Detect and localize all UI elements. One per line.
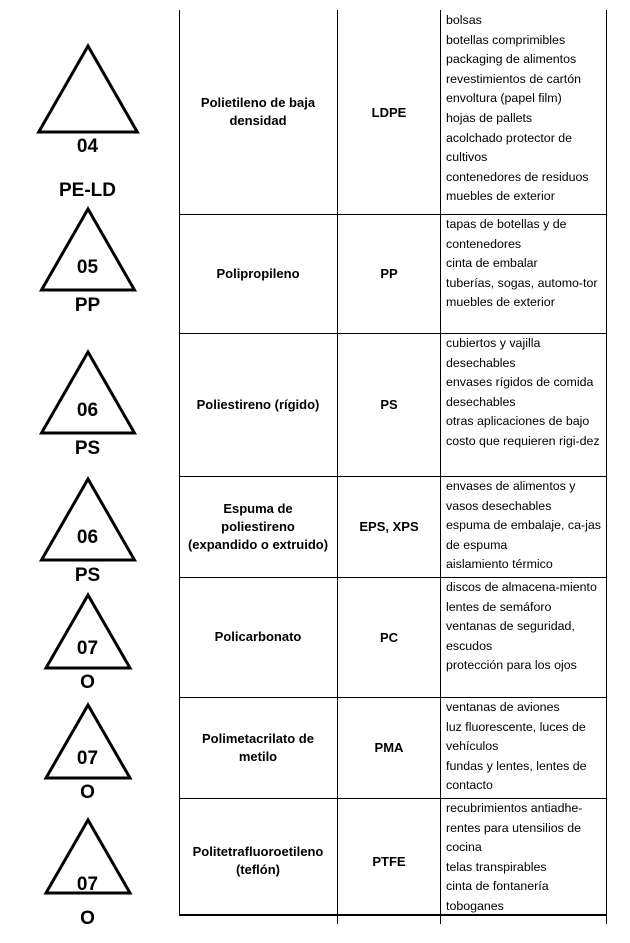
plastic-name-cell bbox=[179, 333, 337, 476]
row-divider bbox=[179, 476, 607, 477]
triangle-icon bbox=[0, 350, 175, 437]
uses-cell bbox=[440, 214, 607, 333]
table-row bbox=[179, 333, 607, 476]
table-bottom-border bbox=[179, 914, 607, 916]
triangle-icon bbox=[0, 477, 175, 564]
use-item: discos de almacena-miento bbox=[446, 580, 597, 594]
resin-label: PP bbox=[74, 295, 101, 316]
plastic-abbreviation-cell bbox=[337, 697, 440, 798]
use-item: luz fluorescente, luces de vehículos bbox=[446, 719, 586, 754]
uses-cell bbox=[440, 697, 607, 798]
uses-cell bbox=[440, 476, 607, 577]
use-item: envases rígidos de comida desechables bbox=[446, 375, 594, 409]
plastic-abbreviation: EPS, XPS bbox=[359, 519, 419, 534]
resin-code: 06 bbox=[76, 400, 99, 421]
use-item: packaging de alimentos bbox=[446, 52, 577, 67]
plastic-name-cell bbox=[179, 798, 337, 924]
resin-label: PS bbox=[74, 438, 101, 459]
use-item: cinta de fontanería bbox=[446, 879, 549, 894]
use-item: tapas de botellas y de contenedores bbox=[446, 217, 567, 251]
table-row bbox=[179, 697, 607, 798]
triangle-icon bbox=[0, 703, 175, 782]
resin-code: 07 bbox=[76, 874, 99, 895]
use-item: cubiertos y vajilla desechables bbox=[446, 336, 541, 370]
table-row bbox=[179, 577, 607, 697]
row-divider bbox=[179, 697, 607, 698]
uses-cell bbox=[440, 577, 607, 697]
resin-label: PE-LD bbox=[59, 180, 116, 201]
triangle-icon bbox=[0, 207, 175, 294]
use-item: recubrimientos antiadhe-rentes para utensilios de cocina bbox=[446, 801, 583, 855]
plastic-abbreviation: PMA bbox=[374, 740, 404, 755]
uses-cell bbox=[440, 333, 607, 476]
uses-cell bbox=[440, 798, 607, 924]
plastic-name-cell bbox=[179, 697, 337, 798]
resin-label: PS bbox=[74, 565, 101, 586]
use-item: otras aplicaciones de bajo costo que requieren rigi-dez bbox=[446, 414, 600, 448]
use-item: acolchado protector de cultivos bbox=[446, 130, 573, 165]
plastic-name: Polipropileno bbox=[216, 265, 300, 281]
plastic-abbreviation-cell bbox=[337, 798, 440, 924]
plastic-name-cell bbox=[179, 214, 337, 333]
plastic-abbreviation-cell bbox=[337, 214, 440, 333]
plastic-abbreviation: PTFE bbox=[372, 853, 406, 869]
use-item: lentes de semáforo bbox=[446, 599, 552, 614]
resin-code: 06 bbox=[76, 527, 99, 548]
table-row bbox=[179, 798, 607, 924]
plastic-abbreviation-cell bbox=[337, 333, 440, 476]
use-item: aislamiento térmico bbox=[446, 557, 553, 572]
use-item: hojas de pallets bbox=[446, 110, 533, 125]
table-row bbox=[179, 10, 607, 214]
resin-label: O bbox=[80, 908, 95, 929]
plastic-abbreviation: PS bbox=[380, 397, 398, 412]
plastic-name-cell bbox=[179, 10, 337, 214]
uses-cell bbox=[440, 10, 607, 214]
resin-code: 05 bbox=[76, 257, 99, 278]
triangle-icon bbox=[0, 593, 175, 672]
table-row bbox=[179, 214, 607, 333]
use-item: ventanas de seguridad, escudos bbox=[446, 619, 575, 653]
use-item: telas transpirables bbox=[446, 859, 547, 874]
plastic-name: Espuma de poliestireno (expandido o extruido) bbox=[187, 500, 329, 552]
use-item: toboganes bbox=[446, 898, 504, 913]
row-divider bbox=[179, 798, 607, 799]
use-item: envoltura (papel film) bbox=[446, 91, 562, 106]
use-item: tuberías, sogas, automo-tor bbox=[446, 275, 598, 290]
plastic-name: Poliestireno (rígido) bbox=[196, 396, 320, 412]
row-divider bbox=[179, 333, 607, 334]
use-item: fundas y lentes, lentes de contacto bbox=[446, 758, 587, 793]
plastic-name: Policarbonato bbox=[214, 629, 302, 644]
resin-label: O bbox=[80, 782, 95, 803]
resin-code: 07 bbox=[76, 638, 99, 659]
resin-code: 04 bbox=[76, 136, 99, 157]
plastic-name: Polimetacrilato de metilo bbox=[202, 730, 314, 764]
use-item: muebles de exterior bbox=[446, 295, 555, 310]
use-item: protección para los ojos bbox=[446, 658, 577, 673]
triangle-icon bbox=[0, 44, 175, 136]
plastic-name: Polietileno de baja densidad bbox=[200, 95, 316, 128]
use-item: contenedores de residuos bbox=[446, 169, 589, 184]
plastic-abbreviation-cell bbox=[337, 10, 440, 214]
plastic-abbreviation: PP bbox=[380, 266, 398, 281]
use-item: ventanas de aviones bbox=[446, 700, 560, 714]
row-divider bbox=[179, 577, 607, 578]
use-item: botellas comprimibles bbox=[446, 32, 566, 47]
row-divider bbox=[179, 214, 607, 215]
table-row bbox=[179, 476, 607, 577]
resin-label: O bbox=[80, 672, 95, 693]
use-item: bolsas bbox=[446, 13, 482, 27]
plastic-name: Politetrafluoroetileno (teflón) bbox=[192, 844, 324, 877]
plastic-name-cell bbox=[179, 476, 337, 577]
resin-code: 07 bbox=[76, 748, 99, 769]
use-item: revestimientos de cartón bbox=[446, 71, 581, 86]
plastic-abbreviation: PC bbox=[379, 629, 399, 645]
plastic-name-cell bbox=[179, 577, 337, 697]
use-item: envases de alimentos y vasos desechables bbox=[446, 479, 576, 513]
plastic-abbreviation-cell bbox=[337, 476, 440, 577]
use-item: muebles de exterior bbox=[446, 189, 555, 204]
use-item: espuma de embalaje, ca-jas de espuma bbox=[446, 518, 601, 552]
plastic-abbreviation-cell bbox=[337, 577, 440, 697]
plastic-abbreviation: LDPE bbox=[371, 104, 407, 120]
use-item: cinta de embalar bbox=[446, 256, 538, 271]
